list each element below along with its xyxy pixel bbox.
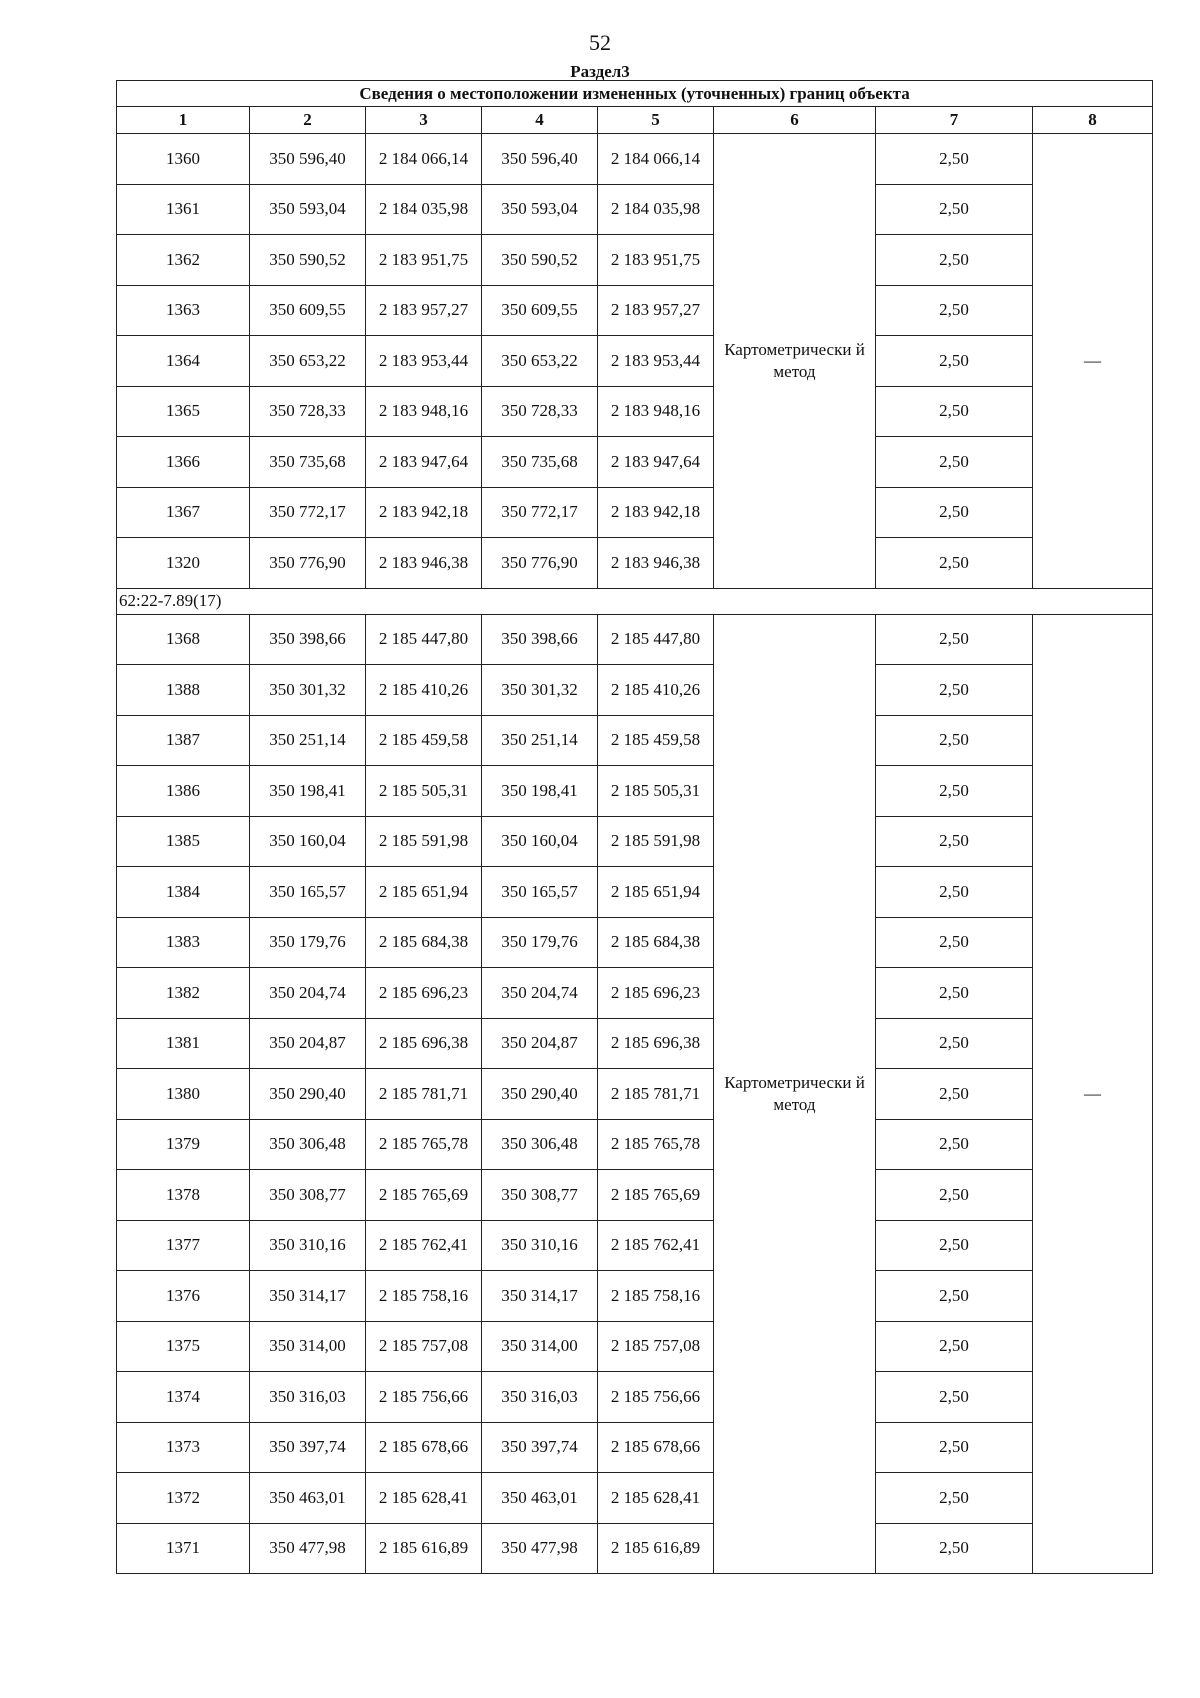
new-y-cell: 2 185 678,66	[598, 1422, 714, 1473]
accuracy-cell: 2,50	[876, 1422, 1033, 1473]
new-y-cell: 2 183 942,18	[598, 487, 714, 538]
column-number-8: 8	[1033, 107, 1153, 134]
existing-y-cell: 2 183 957,27	[366, 285, 482, 336]
section-title: Раздел3	[570, 62, 630, 81]
table-row	[117, 1422, 1153, 1473]
accuracy-cell: 2,50	[876, 1220, 1033, 1271]
table-row	[117, 665, 1153, 716]
table-row	[117, 715, 1153, 766]
accuracy-cell: 2,50	[876, 184, 1033, 235]
new-x-cell: 350 728,33	[482, 386, 598, 437]
point-number-cell: 1379	[117, 1119, 250, 1170]
point-number-cell: 1388	[117, 665, 250, 716]
new-x-cell: 350 251,14	[482, 715, 598, 766]
new-x-cell: 350 590,52	[482, 235, 598, 286]
existing-y-cell: 2 185 616,89	[366, 1523, 482, 1574]
existing-y-cell: 2 183 951,75	[366, 235, 482, 286]
point-number-cell: 1386	[117, 766, 250, 817]
existing-x-cell: 350 251,14	[250, 715, 366, 766]
new-y-cell: 2 184 035,98	[598, 184, 714, 235]
existing-y-cell: 2 185 628,41	[366, 1473, 482, 1524]
point-number-cell: 1360	[117, 134, 250, 185]
existing-y-cell: 2 184 035,98	[366, 184, 482, 235]
new-x-cell: 350 160,04	[482, 816, 598, 867]
existing-y-cell: 2 184 066,14	[366, 134, 482, 185]
table-row	[117, 336, 1153, 387]
point-number-cell: 1365	[117, 386, 250, 437]
existing-x-cell: 350 310,16	[250, 1220, 366, 1271]
new-y-cell: 2 185 651,94	[598, 867, 714, 918]
new-x-cell: 350 165,57	[482, 867, 598, 918]
existing-x-cell: 350 198,41	[250, 766, 366, 817]
column-number-6: 6	[714, 107, 876, 134]
column-number-2: 2	[250, 107, 366, 134]
table-row	[117, 867, 1153, 918]
existing-y-cell: 2 185 684,38	[366, 917, 482, 968]
new-y-cell: 2 185 628,41	[598, 1473, 714, 1524]
point-number-cell: 1382	[117, 968, 250, 1019]
point-number-cell: 1372	[117, 1473, 250, 1524]
accuracy-cell: 2,50	[876, 1018, 1033, 1069]
new-x-cell: 350 179,76	[482, 917, 598, 968]
existing-y-cell: 2 185 505,31	[366, 766, 482, 817]
new-x-cell: 350 290,40	[482, 1069, 598, 1120]
table-row	[117, 1321, 1153, 1372]
existing-y-cell: 2 185 765,69	[366, 1170, 482, 1221]
new-y-cell: 2 185 765,69	[598, 1170, 714, 1221]
new-y-cell: 2 185 447,80	[598, 614, 714, 665]
existing-x-cell: 350 609,55	[250, 285, 366, 336]
point-number-cell: 1368	[117, 614, 250, 665]
table-row	[117, 285, 1153, 336]
column8-cell: —	[1033, 614, 1153, 1574]
point-number-cell: 1364	[117, 336, 250, 387]
new-y-cell: 2 185 410,26	[598, 665, 714, 716]
point-number-cell: 1375	[117, 1321, 250, 1372]
existing-y-cell: 2 185 459,58	[366, 715, 482, 766]
column-number-7: 7	[876, 107, 1033, 134]
column-number-row	[117, 107, 1153, 134]
existing-x-cell: 350 653,22	[250, 336, 366, 387]
point-number-cell: 1380	[117, 1069, 250, 1120]
accuracy-cell: 2,50	[876, 386, 1033, 437]
new-x-cell: 350 735,68	[482, 437, 598, 488]
existing-y-cell: 2 183 953,44	[366, 336, 482, 387]
point-number-cell: 1383	[117, 917, 250, 968]
existing-x-cell: 350 314,17	[250, 1271, 366, 1322]
new-y-cell: 2 183 948,16	[598, 386, 714, 437]
accuracy-cell: 2,50	[876, 715, 1033, 766]
group-label: 62:22-7.89(17)	[117, 588, 1153, 614]
existing-y-cell: 2 185 781,71	[366, 1069, 482, 1120]
new-x-cell: 350 314,17	[482, 1271, 598, 1322]
table-body	[117, 134, 1153, 1574]
accuracy-cell: 2,50	[876, 1473, 1033, 1524]
new-x-cell: 350 609,55	[482, 285, 598, 336]
table-row	[117, 184, 1153, 235]
existing-x-cell: 350 776,90	[250, 538, 366, 589]
point-number-cell: 1362	[117, 235, 250, 286]
new-y-cell: 2 184 066,14	[598, 134, 714, 185]
existing-y-cell: 2 185 678,66	[366, 1422, 482, 1473]
accuracy-cell: 2,50	[876, 1271, 1033, 1322]
page-number: 52	[589, 30, 611, 55]
point-number-cell: 1385	[117, 816, 250, 867]
existing-y-cell: 2 185 762,41	[366, 1220, 482, 1271]
column-number-1: 1	[117, 107, 250, 134]
existing-y-cell: 2 185 696,38	[366, 1018, 482, 1069]
new-y-cell: 2 185 757,08	[598, 1321, 714, 1372]
table-row	[117, 968, 1153, 1019]
existing-x-cell: 350 314,00	[250, 1321, 366, 1372]
table-row	[117, 1018, 1153, 1069]
new-x-cell: 350 593,04	[482, 184, 598, 235]
point-number-cell: 1367	[117, 487, 250, 538]
new-x-cell: 350 204,87	[482, 1018, 598, 1069]
accuracy-cell: 2,50	[876, 538, 1033, 589]
point-number-cell: 1377	[117, 1220, 250, 1271]
new-x-cell: 350 776,90	[482, 538, 598, 589]
new-x-cell: 350 463,01	[482, 1473, 598, 1524]
new-y-cell: 2 185 762,41	[598, 1220, 714, 1271]
existing-x-cell: 350 596,40	[250, 134, 366, 185]
accuracy-cell: 2,50	[876, 614, 1033, 665]
existing-x-cell: 350 179,76	[250, 917, 366, 968]
table-row	[117, 1271, 1153, 1322]
new-y-cell: 2 183 947,64	[598, 437, 714, 488]
existing-y-cell: 2 185 765,78	[366, 1119, 482, 1170]
point-number-cell: 1376	[117, 1271, 250, 1322]
existing-y-cell: 2 185 756,66	[366, 1372, 482, 1423]
new-y-cell: 2 185 696,38	[598, 1018, 714, 1069]
existing-x-cell: 350 728,33	[250, 386, 366, 437]
table-row	[117, 386, 1153, 437]
table-row	[117, 235, 1153, 286]
new-y-cell: 2 183 953,44	[598, 336, 714, 387]
new-x-cell: 350 653,22	[482, 336, 598, 387]
new-y-cell: 2 185 684,38	[598, 917, 714, 968]
existing-x-cell: 350 306,48	[250, 1119, 366, 1170]
existing-x-cell: 350 165,57	[250, 867, 366, 918]
boundary-coordinates-table	[116, 80, 1153, 1574]
new-y-cell: 2 185 505,31	[598, 766, 714, 817]
table-row	[117, 1473, 1153, 1524]
existing-x-cell: 350 397,74	[250, 1422, 366, 1473]
existing-y-cell: 2 185 651,94	[366, 867, 482, 918]
new-y-cell: 2 185 696,23	[598, 968, 714, 1019]
new-x-cell: 350 306,48	[482, 1119, 598, 1170]
existing-y-cell: 2 185 591,98	[366, 816, 482, 867]
existing-y-cell: 2 185 758,16	[366, 1271, 482, 1322]
accuracy-cell: 2,50	[876, 816, 1033, 867]
existing-y-cell: 2 185 447,80	[366, 614, 482, 665]
new-x-cell: 350 314,00	[482, 1321, 598, 1372]
accuracy-cell: 2,50	[876, 968, 1033, 1019]
existing-x-cell: 350 290,40	[250, 1069, 366, 1120]
new-y-cell: 2 185 781,71	[598, 1069, 714, 1120]
accuracy-cell: 2,50	[876, 766, 1033, 817]
existing-x-cell: 350 593,04	[250, 184, 366, 235]
accuracy-cell: 2,50	[876, 665, 1033, 716]
new-x-cell: 350 308,77	[482, 1170, 598, 1221]
table-row	[117, 614, 1153, 665]
column-number-5: 5	[598, 107, 714, 134]
accuracy-cell: 2,50	[876, 487, 1033, 538]
point-number-cell: 1361	[117, 184, 250, 235]
point-number-cell: 1373	[117, 1422, 250, 1473]
accuracy-cell: 2,50	[876, 336, 1033, 387]
table-row	[117, 1523, 1153, 1574]
existing-x-cell: 350 772,17	[250, 487, 366, 538]
new-x-cell: 350 198,41	[482, 766, 598, 817]
point-number-cell: 1374	[117, 1372, 250, 1423]
point-number-cell: 1366	[117, 437, 250, 488]
new-y-cell: 2 185 616,89	[598, 1523, 714, 1574]
new-x-cell: 350 204,74	[482, 968, 598, 1019]
existing-x-cell: 350 204,87	[250, 1018, 366, 1069]
existing-y-cell: 2 185 696,23	[366, 968, 482, 1019]
existing-x-cell: 350 590,52	[250, 235, 366, 286]
existing-y-cell: 2 183 942,18	[366, 487, 482, 538]
method-cell: Картометрически й метод	[714, 614, 876, 1574]
table-row	[117, 1119, 1153, 1170]
new-y-cell: 2 185 459,58	[598, 715, 714, 766]
method-cell: Картометрически й метод	[714, 134, 876, 589]
accuracy-cell: 2,50	[876, 134, 1033, 185]
existing-y-cell: 2 183 948,16	[366, 386, 482, 437]
point-number-cell: 1320	[117, 538, 250, 589]
existing-x-cell: 350 477,98	[250, 1523, 366, 1574]
new-x-cell: 350 301,32	[482, 665, 598, 716]
column-number-3: 3	[366, 107, 482, 134]
table-row	[117, 766, 1153, 817]
point-number-cell: 1381	[117, 1018, 250, 1069]
table-row	[117, 487, 1153, 538]
new-x-cell: 350 596,40	[482, 134, 598, 185]
existing-x-cell: 350 463,01	[250, 1473, 366, 1524]
new-y-cell: 2 183 951,75	[598, 235, 714, 286]
table-caption: Сведения о местоположении измененных (уточненных) границ объекта	[117, 81, 1153, 107]
accuracy-cell: 2,50	[876, 1523, 1033, 1574]
table-row	[117, 538, 1153, 589]
new-y-cell: 2 185 758,16	[598, 1271, 714, 1322]
new-y-cell: 2 185 756,66	[598, 1372, 714, 1423]
accuracy-cell: 2,50	[876, 1321, 1033, 1372]
group-label-row	[117, 588, 1153, 614]
point-number-cell: 1387	[117, 715, 250, 766]
new-x-cell: 350 398,66	[482, 614, 598, 665]
point-number-cell: 1378	[117, 1170, 250, 1221]
table-row	[117, 816, 1153, 867]
new-x-cell: 350 316,03	[482, 1372, 598, 1423]
point-number-cell: 1371	[117, 1523, 250, 1574]
existing-x-cell: 350 308,77	[250, 1170, 366, 1221]
table-row	[117, 134, 1153, 185]
table-row	[117, 917, 1153, 968]
accuracy-cell: 2,50	[876, 437, 1033, 488]
table-row	[117, 1069, 1153, 1120]
existing-x-cell: 350 204,74	[250, 968, 366, 1019]
accuracy-cell: 2,50	[876, 285, 1033, 336]
existing-y-cell: 2 183 947,64	[366, 437, 482, 488]
table-row	[117, 1220, 1153, 1271]
accuracy-cell: 2,50	[876, 1119, 1033, 1170]
accuracy-cell: 2,50	[876, 867, 1033, 918]
accuracy-cell: 2,50	[876, 235, 1033, 286]
point-number-cell: 1384	[117, 867, 250, 918]
existing-x-cell: 350 160,04	[250, 816, 366, 867]
existing-y-cell: 2 185 410,26	[366, 665, 482, 716]
new-x-cell: 350 772,17	[482, 487, 598, 538]
existing-x-cell: 350 735,68	[250, 437, 366, 488]
accuracy-cell: 2,50	[876, 1372, 1033, 1423]
column8-cell: —	[1033, 134, 1153, 589]
table-row	[117, 1170, 1153, 1221]
table-caption-row	[117, 81, 1153, 107]
new-x-cell: 350 477,98	[482, 1523, 598, 1574]
new-y-cell: 2 183 957,27	[598, 285, 714, 336]
table-row	[117, 437, 1153, 488]
existing-x-cell: 350 316,03	[250, 1372, 366, 1423]
accuracy-cell: 2,50	[876, 917, 1033, 968]
new-y-cell: 2 185 765,78	[598, 1119, 714, 1170]
new-x-cell: 350 310,16	[482, 1220, 598, 1271]
existing-y-cell: 2 183 946,38	[366, 538, 482, 589]
new-x-cell: 350 397,74	[482, 1422, 598, 1473]
point-number-cell: 1363	[117, 285, 250, 336]
table-row	[117, 1372, 1153, 1423]
existing-x-cell: 350 398,66	[250, 614, 366, 665]
new-y-cell: 2 185 591,98	[598, 816, 714, 867]
accuracy-cell: 2,50	[876, 1170, 1033, 1221]
existing-y-cell: 2 185 757,08	[366, 1321, 482, 1372]
column-number-4: 4	[482, 107, 598, 134]
new-y-cell: 2 183 946,38	[598, 538, 714, 589]
existing-x-cell: 350 301,32	[250, 665, 366, 716]
accuracy-cell: 2,50	[876, 1069, 1033, 1120]
